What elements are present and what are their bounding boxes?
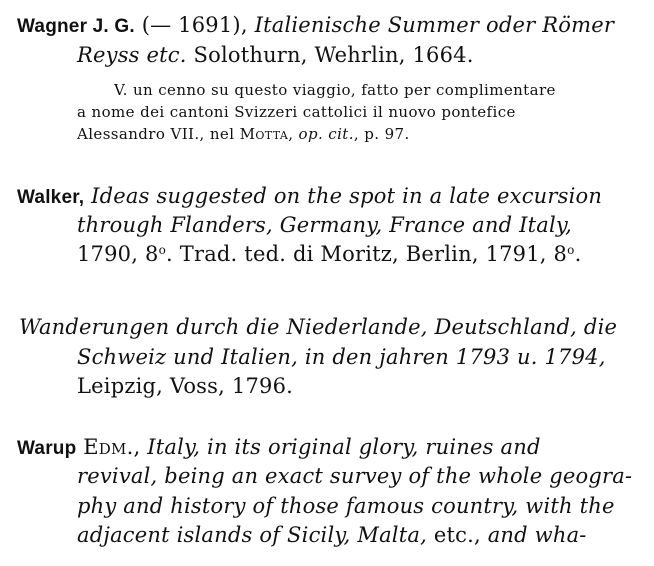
entry-title: Italy, in its original glory, ruines and bbox=[147, 435, 541, 459]
entry-author: Walker, bbox=[17, 187, 85, 208]
entry-line bbox=[77, 522, 587, 548]
entry-translation: . Trad. ted. di Moritz, Berlin, 1791, 8 bbox=[166, 242, 568, 266]
entry-title: and wha- bbox=[480, 523, 587, 547]
entry-dates: (— 1691), bbox=[134, 13, 248, 37]
note-reference: op. cit. bbox=[298, 125, 354, 143]
entry-line bbox=[17, 183, 602, 211]
entry-line bbox=[77, 42, 474, 68]
entry-punct: , bbox=[133, 435, 148, 459]
entry-title: Schweiz und Italien, in den jahren 1793 u. 1794, bbox=[77, 345, 606, 369]
entry-imprint: 1790, 8 bbox=[77, 242, 159, 266]
entry-imprint: Solothurn, Wehrlin, 1664. bbox=[193, 43, 474, 67]
entry-author: Wagner J. G. bbox=[17, 16, 135, 37]
entry-author-first: Edm. bbox=[76, 435, 134, 459]
entry-line bbox=[77, 344, 606, 370]
entry-title: Italienische Summer oder Römer bbox=[254, 13, 615, 37]
entry-title: through Flanders, Germany, France and Italy, bbox=[77, 213, 573, 237]
entry-title: Ideas suggested on the spot in a late excursion bbox=[91, 184, 603, 208]
format-superscript: o bbox=[567, 243, 575, 257]
entry-line bbox=[77, 212, 572, 238]
entry-line bbox=[77, 463, 632, 489]
format-superscript: o bbox=[158, 243, 166, 257]
entry-punct: . bbox=[574, 242, 582, 266]
note-line: Alessandro VII., nel Motta, op. cit., p. 97. bbox=[77, 125, 410, 143]
note-text: a nome dei cantoni Svizzeri cattolici il nuovo pontefice bbox=[77, 103, 516, 121]
note-text: Alessandro VII., nel bbox=[77, 125, 235, 143]
entry-title: Reyss etc. bbox=[77, 43, 187, 67]
entry-etc: etc., bbox=[426, 523, 481, 547]
entry-title: revival, being an exact survey of the whole geogra- bbox=[77, 464, 633, 488]
entry-imprint: Leipzig, Voss, 1796. bbox=[77, 374, 294, 398]
entry-line bbox=[77, 241, 581, 267]
note-reference-author: Motta bbox=[239, 125, 289, 143]
entry-line bbox=[17, 434, 541, 462]
entry-title: phy and history of those famous country, with the bbox=[77, 494, 615, 518]
entry-line bbox=[77, 373, 293, 399]
entry-line bbox=[19, 314, 617, 340]
note-line bbox=[77, 102, 516, 122]
note-line bbox=[114, 80, 556, 100]
entry-line bbox=[77, 493, 615, 519]
note-text: V. un cenno su questo viaggio, fatto per complimentare bbox=[114, 81, 556, 99]
entry-line bbox=[17, 12, 614, 40]
note-page: , p. 97. bbox=[353, 125, 410, 143]
entry-title: adjacent islands of Sicily, Malta, bbox=[77, 523, 427, 547]
entry-author: Warup bbox=[17, 438, 77, 459]
entry-title: Wanderungen durch die Niederlande, Deutschland, die bbox=[19, 315, 618, 339]
